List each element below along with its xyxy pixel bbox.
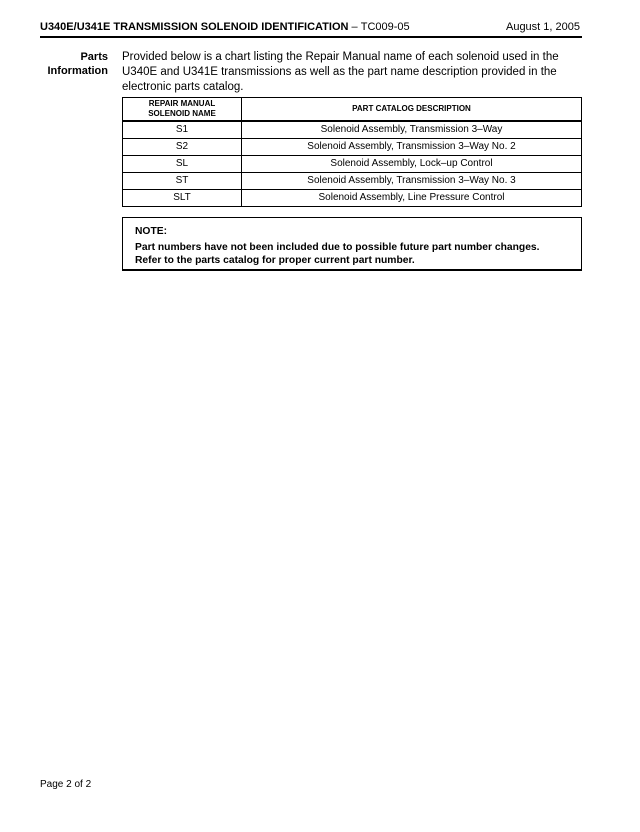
note-box — [122, 217, 582, 271]
part-description-cell: Solenoid Assembly, Lock–up Control — [242, 156, 582, 173]
column-header-line1: REPAIR MANUAL — [148, 99, 216, 108]
page-number: Page 2 of 2 — [40, 779, 92, 790]
bulletin-code: TC009-05 — [360, 21, 410, 33]
part-description-cell: Solenoid Assembly, Line Pressure Control — [242, 190, 582, 207]
table-row — [123, 156, 582, 173]
page-header — [40, 20, 580, 36]
section-label-line2: Information — [47, 65, 108, 77]
column-header-part-catalog-description: PART CATALOG DESCRIPTION — [242, 98, 582, 122]
solenoid-name-cell: S1 — [123, 121, 242, 139]
table-row — [123, 190, 582, 207]
solenoid-name-cell: S2 — [123, 139, 242, 156]
intro-paragraph: Provided below is a chart listing the Repair Manual name of each solenoid used in the U340E and U341E transmissions as well as the part name description provided in the electronic parts catalog. — [122, 51, 559, 93]
part-description-cell: Solenoid Assembly, Transmission 3–Way No. 3 — [242, 173, 582, 190]
header-divider — [40, 36, 582, 38]
column-header-repair-manual-name — [123, 98, 242, 122]
table-row — [123, 139, 582, 156]
note-line2: Refer to the parts catalog for proper current part number. — [135, 255, 415, 266]
solenoid-name-cell: ST — [123, 173, 242, 190]
table-row — [123, 173, 582, 190]
solenoid-table — [122, 97, 582, 207]
solenoid-name-cell: SLT — [123, 190, 242, 207]
solenoid-name-cell: SL — [123, 156, 242, 173]
column-header-line2: SOLENOID NAME — [148, 109, 216, 118]
table-row — [123, 121, 582, 139]
bulletin-date: August 1, 2005 — [505, 21, 580, 33]
note-title: NOTE: — [135, 226, 168, 237]
table-header-row — [123, 98, 582, 122]
part-description-cell: Solenoid Assembly, Transmission 3–Way No. 2 — [242, 139, 582, 156]
section-label — [40, 50, 108, 78]
document-title — [40, 20, 410, 34]
part-description-cell: Solenoid Assembly, Transmission 3–Way — [242, 121, 582, 139]
title-separator: – — [351, 21, 358, 33]
document-title-text: U340E/U341E TRANSMISSION SOLENOID IDENTIFICATION — [40, 21, 349, 33]
section-label-line1: Parts — [80, 51, 108, 63]
note-line1: Part numbers have not been included due to possible future part number changes. — [135, 242, 540, 253]
